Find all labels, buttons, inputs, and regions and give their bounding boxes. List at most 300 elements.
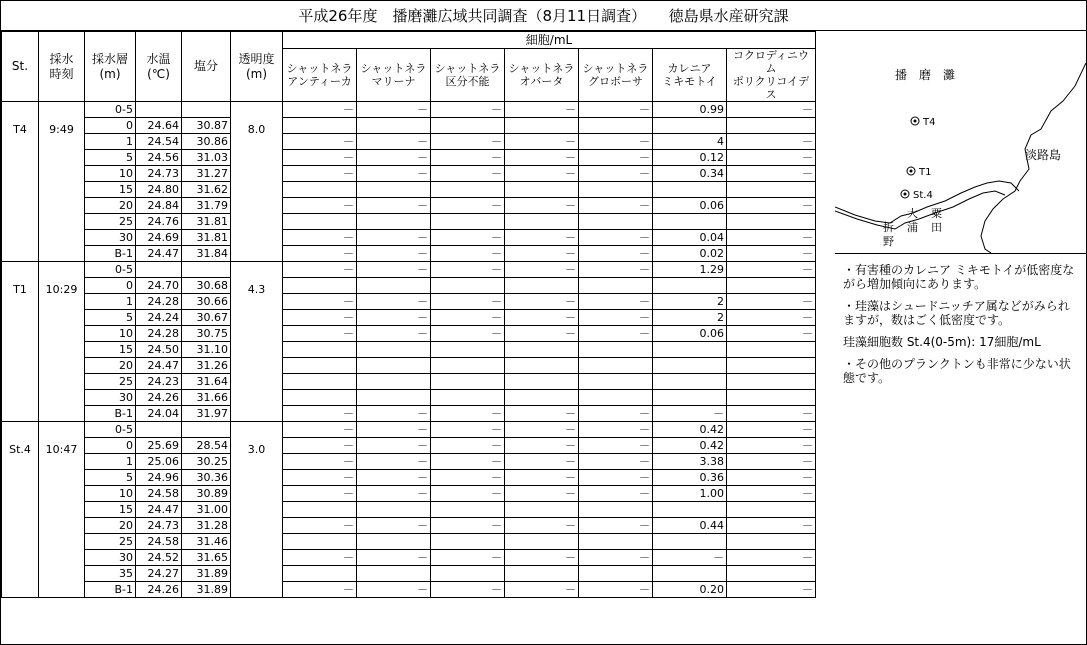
notes-panel xyxy=(843,263,1081,393)
cell-count xyxy=(431,390,505,406)
table-row xyxy=(2,358,816,374)
cell-count: － xyxy=(727,102,816,118)
cell-count: － xyxy=(579,166,653,182)
cell-count: － xyxy=(505,198,579,214)
cell-count: － xyxy=(283,438,357,454)
cell-count: － xyxy=(431,262,505,278)
cell-count: － xyxy=(579,262,653,278)
header-station: St. xyxy=(2,32,39,102)
salinity: 31.66 xyxy=(182,390,231,406)
cell-count: － xyxy=(357,486,431,502)
cell-count xyxy=(357,214,431,230)
cell-count: － xyxy=(283,326,357,342)
cell-count: － xyxy=(727,486,816,502)
cell-count xyxy=(727,278,816,294)
cell-count xyxy=(505,214,579,230)
cell-count xyxy=(283,214,357,230)
sampling-time: 10:47 xyxy=(39,422,85,598)
sampling-layer: 20 xyxy=(85,198,136,214)
cell-count xyxy=(283,566,357,582)
table-row xyxy=(2,390,816,406)
note-text: 珪藻細胞数 St.4(0-5m): 17細胞/mL xyxy=(843,335,1041,349)
header-temp xyxy=(136,32,182,102)
cell-count: － xyxy=(431,438,505,454)
cell-count xyxy=(283,278,357,294)
sampling-layer: 0 xyxy=(85,118,136,134)
sampling-layer: 1 xyxy=(85,134,136,150)
cell-count: 3.38 xyxy=(653,454,727,470)
cell-count: 0.34 xyxy=(653,166,727,182)
cell-count: － xyxy=(357,470,431,486)
cell-count: 0.42 xyxy=(653,438,727,454)
salinity xyxy=(182,262,231,278)
cell-count: － xyxy=(431,326,505,342)
cell-count: － xyxy=(283,294,357,310)
cell-count: － xyxy=(283,262,357,278)
table-row xyxy=(2,166,816,182)
water-temp: 24.96 xyxy=(136,470,182,486)
sampling-layer: 35 xyxy=(85,566,136,582)
cell-count: 1.00 xyxy=(653,486,727,502)
cell-count xyxy=(727,182,816,198)
cell-count: － xyxy=(579,454,653,470)
cell-count xyxy=(579,278,653,294)
cell-count: 0.06 xyxy=(653,326,727,342)
cell-count: － xyxy=(727,310,816,326)
header-species-text: シャットネラ オバータ xyxy=(508,62,575,88)
cell-count: － xyxy=(579,294,653,310)
header-species-text: シャットネラ アンティーカ xyxy=(286,62,353,88)
cell-count: － xyxy=(283,150,357,166)
cell-count xyxy=(357,278,431,294)
cell-count: － xyxy=(727,230,816,246)
station-marker-label: T1 xyxy=(919,167,932,178)
table-row xyxy=(2,310,816,326)
map-sea-label: 播 磨 灘 xyxy=(895,68,956,82)
table-row xyxy=(2,406,816,422)
cell-count: － xyxy=(505,454,579,470)
cell-count: － xyxy=(431,102,505,118)
cell-count: － xyxy=(357,294,431,310)
sampling-layer: 10 xyxy=(85,326,136,342)
table-row xyxy=(2,550,816,566)
cell-count: － xyxy=(357,166,431,182)
cell-count: － xyxy=(431,454,505,470)
sampling-layer: 5 xyxy=(85,150,136,166)
cell-count xyxy=(283,118,357,134)
salinity: 30.25 xyxy=(182,454,231,470)
salinity: 31.64 xyxy=(182,374,231,390)
cell-count: － xyxy=(357,438,431,454)
cell-count xyxy=(283,358,357,374)
sampling-layer: 20 xyxy=(85,358,136,374)
note-text: ・珪藻はシュードニッチア属などがみられますが，数はごく低密度です。 xyxy=(843,299,1070,327)
sampling-layer: 1 xyxy=(85,454,136,470)
cell-count: － xyxy=(505,310,579,326)
cell-count xyxy=(431,534,505,550)
cell-count: － xyxy=(505,150,579,166)
transparency: 3.0 xyxy=(231,422,283,598)
cell-count: － xyxy=(727,438,816,454)
table-row xyxy=(2,534,816,550)
cell-count: － xyxy=(727,150,816,166)
cell-count: － xyxy=(727,470,816,486)
cell-count: － xyxy=(431,246,505,262)
station-marker-dot xyxy=(910,170,913,173)
cell-count: － xyxy=(431,518,505,534)
cell-count: － xyxy=(727,262,816,278)
header-species-text: カレニア ミキモトイ xyxy=(662,62,717,88)
cell-count: － xyxy=(431,470,505,486)
water-temp: 24.84 xyxy=(136,198,182,214)
cell-count xyxy=(653,534,727,550)
sampling-layer: 15 xyxy=(85,502,136,518)
cell-count: － xyxy=(727,582,816,598)
salinity: 31.79 xyxy=(182,198,231,214)
table-row xyxy=(2,502,816,518)
cell-count xyxy=(431,502,505,518)
water-temp: 24.58 xyxy=(136,486,182,502)
cell-count: 4 xyxy=(653,134,727,150)
cell-count: － xyxy=(283,134,357,150)
water-temp: 24.47 xyxy=(136,502,182,518)
cell-count: 1.29 xyxy=(653,262,727,278)
table-row xyxy=(2,118,816,134)
water-temp: 25.06 xyxy=(136,454,182,470)
cell-count: － xyxy=(431,198,505,214)
cell-count: － xyxy=(579,326,653,342)
water-temp: 24.28 xyxy=(136,326,182,342)
salinity: 31.00 xyxy=(182,502,231,518)
cell-count: － xyxy=(431,582,505,598)
sampling-layer: 5 xyxy=(85,310,136,326)
cell-count: － xyxy=(579,550,653,566)
cell-count: － xyxy=(283,454,357,470)
cell-count: － xyxy=(283,406,357,422)
cell-count: － xyxy=(505,326,579,342)
header-temp-text: 水温 (℃) xyxy=(146,51,171,81)
cell-count: 0.04 xyxy=(653,230,727,246)
cell-count: － xyxy=(431,150,505,166)
cell-count xyxy=(579,374,653,390)
cell-count xyxy=(727,502,816,518)
cell-count: － xyxy=(579,470,653,486)
note-text: ・その他のプランクトンも非常に少ない状態です。 xyxy=(843,357,1071,385)
cell-count xyxy=(505,390,579,406)
header-species-text: シャットネラ グロボーサ xyxy=(582,62,649,88)
cell-count: － xyxy=(431,486,505,502)
table-row xyxy=(2,374,816,390)
header-layer-text: 採水層 (m) xyxy=(91,51,128,81)
cell-count xyxy=(653,342,727,358)
cell-count: － xyxy=(357,230,431,246)
sampling-layer: 30 xyxy=(85,390,136,406)
cell-count: － xyxy=(431,310,505,326)
table-row xyxy=(2,134,816,150)
table-row xyxy=(2,150,816,166)
cell-count: － xyxy=(505,518,579,534)
water-temp: 24.28 xyxy=(136,294,182,310)
cell-count xyxy=(357,390,431,406)
cell-count xyxy=(653,214,727,230)
cell-count xyxy=(727,118,816,134)
table-row xyxy=(2,102,816,118)
table-row xyxy=(2,582,816,598)
station-name: St.4 xyxy=(2,422,39,598)
table-row xyxy=(2,342,816,358)
water-temp: 24.70 xyxy=(136,278,182,294)
water-temp: 24.50 xyxy=(136,342,182,358)
sampling-layer: 0-5 xyxy=(85,262,136,278)
cell-count: － xyxy=(283,518,357,534)
cell-count: － xyxy=(727,294,816,310)
water-temp: 24.27 xyxy=(136,566,182,582)
transparency: 8.0 xyxy=(231,102,283,262)
water-temp: 24.64 xyxy=(136,118,182,134)
cell-count xyxy=(505,374,579,390)
header-time xyxy=(39,32,85,102)
cell-count: － xyxy=(579,406,653,422)
cell-count: － xyxy=(283,246,357,262)
cell-count xyxy=(579,502,653,518)
cell-count xyxy=(727,214,816,230)
table-row xyxy=(2,246,816,262)
plankton-table xyxy=(1,31,816,598)
cell-count: － xyxy=(505,246,579,262)
water-temp: 24.23 xyxy=(136,374,182,390)
table-row xyxy=(2,262,816,278)
water-temp: 24.73 xyxy=(136,518,182,534)
cell-count: － xyxy=(431,134,505,150)
cell-count: － xyxy=(727,134,816,150)
sampling-time: 9:49 xyxy=(39,102,85,262)
sampling-layer: B-1 xyxy=(85,582,136,598)
cell-count xyxy=(727,342,816,358)
cell-count: － xyxy=(505,262,579,278)
cell-count: － xyxy=(505,470,579,486)
sampling-layer: B-1 xyxy=(85,246,136,262)
cell-count: － xyxy=(357,246,431,262)
salinity: 31.65 xyxy=(182,550,231,566)
cell-count xyxy=(579,534,653,550)
page-title: 平成26年度 播磨灘広域共同調査（8月11日調査） 徳島県水産研究課 xyxy=(1,1,1086,31)
map-place-label: 折 xyxy=(883,221,894,234)
sampling-layer: 25 xyxy=(85,374,136,390)
cell-count: － xyxy=(357,406,431,422)
cell-count: － xyxy=(431,166,505,182)
salinity: 31.89 xyxy=(182,582,231,598)
water-temp: 24.54 xyxy=(136,134,182,150)
water-temp: 24.76 xyxy=(136,214,182,230)
cell-count: － xyxy=(579,518,653,534)
cell-count: － xyxy=(579,102,653,118)
sampling-layer: 25 xyxy=(85,534,136,550)
water-temp: 24.26 xyxy=(136,390,182,406)
cell-count: － xyxy=(431,550,505,566)
cell-count: － xyxy=(283,422,357,438)
shikoku-coastline xyxy=(835,181,1019,223)
cell-count: 0.99 xyxy=(653,102,727,118)
cell-count: － xyxy=(727,518,816,534)
cell-count: 0.06 xyxy=(653,198,727,214)
header-layer xyxy=(85,32,136,102)
cell-count xyxy=(357,502,431,518)
cell-count xyxy=(431,342,505,358)
cell-count: － xyxy=(727,166,816,182)
cell-count: － xyxy=(505,582,579,598)
sampling-layer: 5 xyxy=(85,470,136,486)
water-temp: 24.56 xyxy=(136,150,182,166)
station-marker-label: St.4 xyxy=(913,190,933,201)
cell-count: 0.44 xyxy=(653,518,727,534)
transparency: 4.3 xyxy=(231,262,283,422)
cell-count xyxy=(653,390,727,406)
header-species xyxy=(579,49,653,102)
table-row xyxy=(2,454,816,470)
sampling-layer: 30 xyxy=(85,550,136,566)
table-row xyxy=(2,294,816,310)
salinity: 31.27 xyxy=(182,166,231,182)
cell-count xyxy=(727,390,816,406)
cell-count xyxy=(283,182,357,198)
water-temp: 24.69 xyxy=(136,230,182,246)
cell-count: － xyxy=(727,326,816,342)
cell-count: 0.20 xyxy=(653,582,727,598)
cell-count xyxy=(357,566,431,582)
salinity: 31.81 xyxy=(182,230,231,246)
map-place-label: 野 xyxy=(883,235,894,248)
cell-count: 0.36 xyxy=(653,470,727,486)
cell-count: － xyxy=(357,262,431,278)
header-species xyxy=(505,49,579,102)
cell-count xyxy=(727,566,816,582)
cell-count xyxy=(431,278,505,294)
station-map xyxy=(835,31,1086,254)
cell-count: － xyxy=(505,134,579,150)
cell-count: － xyxy=(505,422,579,438)
cell-count xyxy=(283,374,357,390)
table-row xyxy=(2,566,816,582)
cell-count: － xyxy=(357,518,431,534)
cell-count xyxy=(579,566,653,582)
header-species-text: シャットネラ 区分不能 xyxy=(434,62,501,88)
map-place-label: 大 xyxy=(907,207,918,220)
cell-count: － xyxy=(357,150,431,166)
cell-count xyxy=(653,182,727,198)
header-salinity: 塩分 xyxy=(182,32,231,102)
sampling-layer: 25 xyxy=(85,214,136,230)
cell-count: － xyxy=(283,470,357,486)
cell-count xyxy=(579,182,653,198)
sampling-time: 10:29 xyxy=(39,262,85,422)
cell-count xyxy=(579,118,653,134)
cell-count: － xyxy=(579,246,653,262)
cell-count: － xyxy=(357,582,431,598)
cell-count: 2 xyxy=(653,310,727,326)
cell-count: － xyxy=(579,134,653,150)
cell-count xyxy=(357,534,431,550)
sampling-layer: B-1 xyxy=(85,406,136,422)
salinity: 30.75 xyxy=(182,326,231,342)
sampling-layer: 0-5 xyxy=(85,422,136,438)
water-temp xyxy=(136,102,182,118)
cell-count: － xyxy=(505,294,579,310)
table-row xyxy=(2,230,816,246)
cell-count: － xyxy=(505,438,579,454)
cell-count: － xyxy=(727,198,816,214)
cell-count: － xyxy=(283,166,357,182)
header-species xyxy=(431,49,505,102)
cell-count xyxy=(653,278,727,294)
cell-count: － xyxy=(579,150,653,166)
cell-count: － xyxy=(357,198,431,214)
salinity: 31.10 xyxy=(182,342,231,358)
cell-count xyxy=(431,358,505,374)
cell-count xyxy=(357,118,431,134)
cell-count xyxy=(653,566,727,582)
cell-count xyxy=(727,534,816,550)
cell-count: － xyxy=(283,310,357,326)
cell-count: － xyxy=(357,422,431,438)
water-temp: 24.52 xyxy=(136,550,182,566)
water-temp: 24.58 xyxy=(136,534,182,550)
cell-count: － xyxy=(505,550,579,566)
cell-count: － xyxy=(505,230,579,246)
cell-count xyxy=(505,278,579,294)
cell-count xyxy=(505,118,579,134)
cell-count: － xyxy=(579,230,653,246)
water-temp: 25.69 xyxy=(136,438,182,454)
cell-count: － xyxy=(579,310,653,326)
station-marker-dot xyxy=(914,120,917,123)
cell-count xyxy=(579,358,653,374)
header-species xyxy=(727,49,816,102)
cell-count xyxy=(505,534,579,550)
sampling-layer: 0-5 xyxy=(85,102,136,118)
sampling-layer: 10 xyxy=(85,486,136,502)
cell-count: － xyxy=(505,102,579,118)
cell-count: － xyxy=(283,550,357,566)
water-temp: 24.73 xyxy=(136,166,182,182)
cell-count: － xyxy=(283,102,357,118)
map-island-label: 淡路島 xyxy=(1025,148,1062,162)
map-place-label: 浦 xyxy=(907,221,918,234)
cell-count: 2 xyxy=(653,294,727,310)
cell-count xyxy=(431,214,505,230)
cell-count: － xyxy=(283,230,357,246)
table-row xyxy=(2,486,816,502)
salinity: 31.46 xyxy=(182,534,231,550)
map-place-label: 田 xyxy=(931,221,942,234)
cell-count xyxy=(505,566,579,582)
note-text: ・有害種のカレニア ミキモトイが低密度ながら増加傾向にあります。 xyxy=(843,263,1075,291)
cell-count: － xyxy=(357,550,431,566)
cell-count: － xyxy=(579,198,653,214)
cell-count: － xyxy=(431,406,505,422)
cell-count xyxy=(579,390,653,406)
salinity xyxy=(182,102,231,118)
sampling-layer: 20 xyxy=(85,518,136,534)
cell-count: － xyxy=(283,486,357,502)
cell-count xyxy=(505,182,579,198)
header-transparency-text: 透明度 (m) xyxy=(238,51,275,81)
cell-count: － xyxy=(727,406,816,422)
water-temp: 24.80 xyxy=(136,182,182,198)
cell-count: － xyxy=(357,134,431,150)
table-row xyxy=(2,470,816,486)
table-row xyxy=(2,422,816,438)
cell-count: 0.42 xyxy=(653,422,727,438)
